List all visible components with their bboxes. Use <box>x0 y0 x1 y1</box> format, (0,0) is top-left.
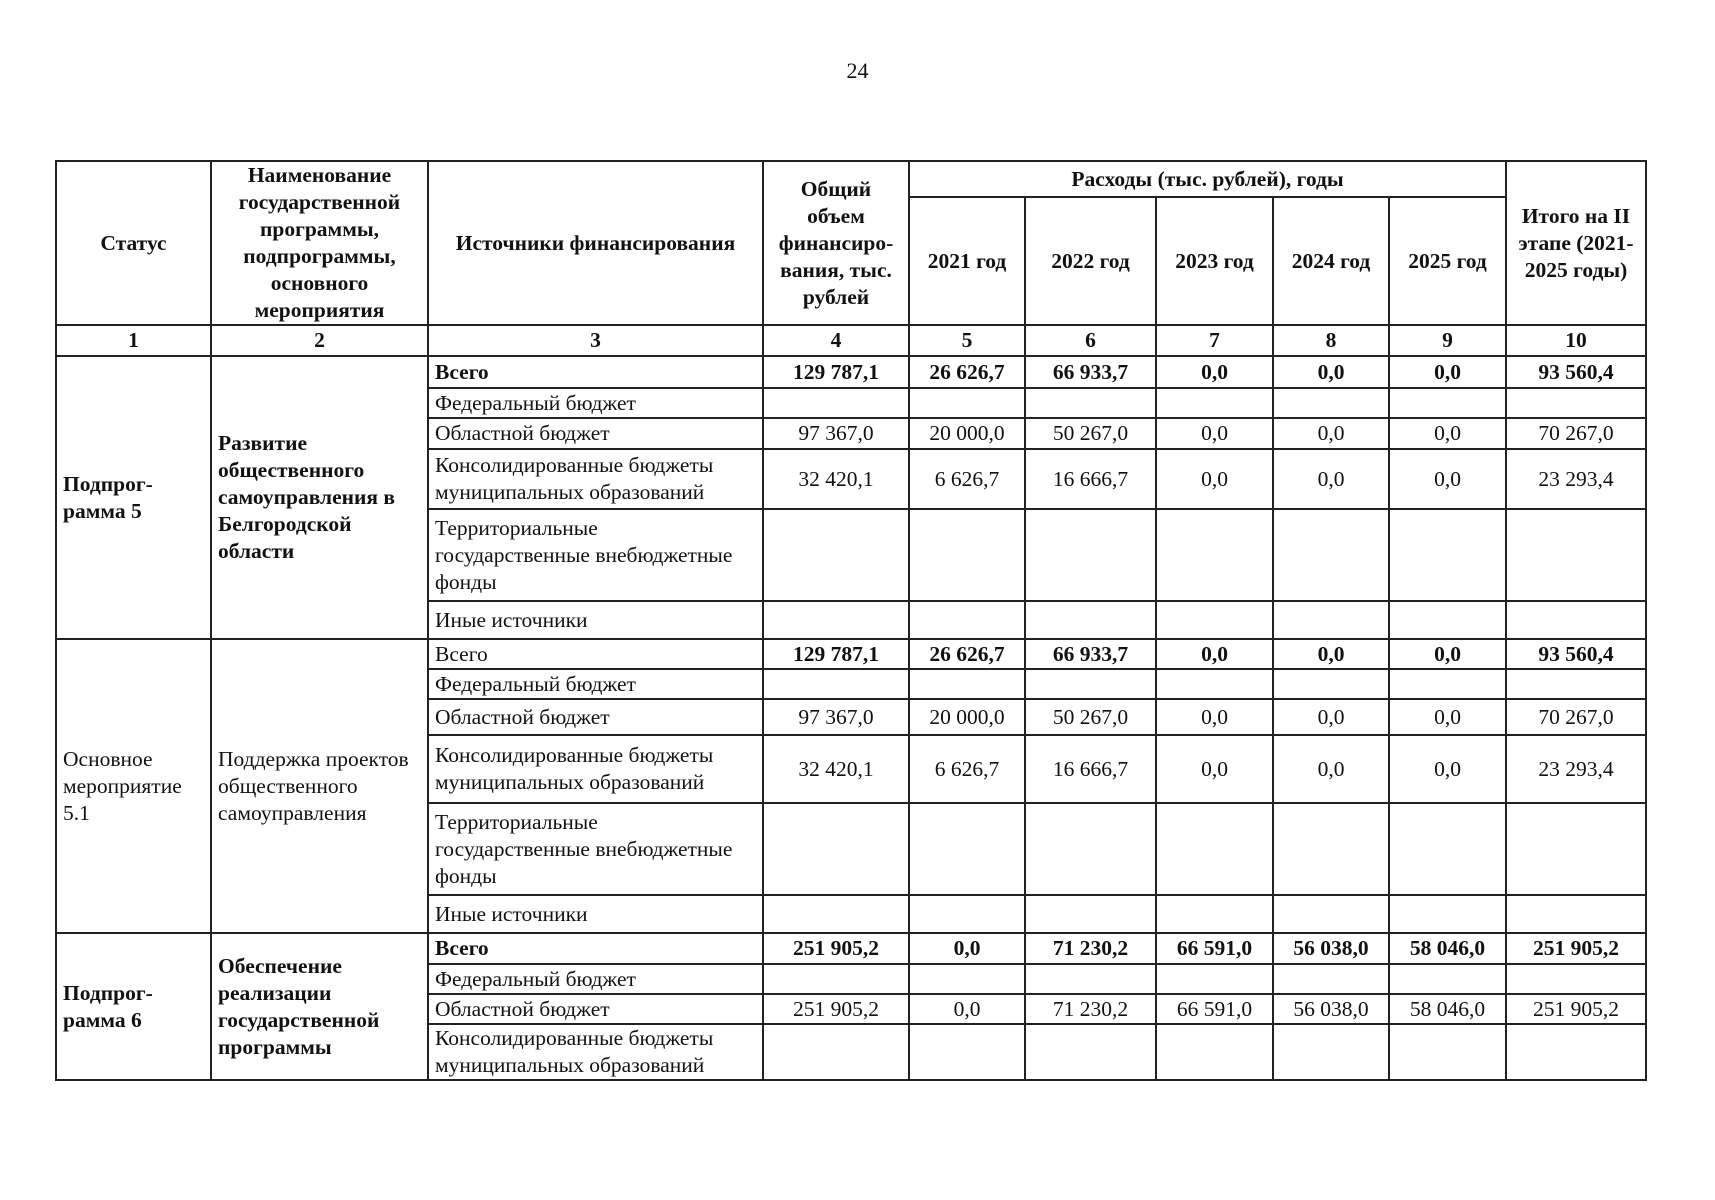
value-cell: 93 560,4 <box>1506 639 1646 669</box>
header-row-1 <box>56 161 1646 197</box>
value-cell <box>1389 964 1506 994</box>
header-total-volume: Общий объем финансиро-вания, тыс. рублей <box>763 161 909 325</box>
financing-source: Всего <box>428 356 763 388</box>
financing-source: Консолидированные бюджеты муниципальных образований <box>428 1024 763 1080</box>
header-stage-total: Итого на II этапе (2021-2025 годы) <box>1506 161 1646 325</box>
value-cell <box>1025 669 1156 699</box>
value-cell <box>1156 1024 1273 1080</box>
row-program-name: Обеспечение реализации государственной программы <box>211 933 428 1080</box>
value-cell: 0,0 <box>909 994 1025 1024</box>
financing-source: Консолидированные бюджеты муниципальных образований <box>428 449 763 509</box>
financing-table <box>55 160 1647 1081</box>
value-cell <box>1506 1024 1646 1080</box>
value-cell <box>1506 803 1646 895</box>
financing-source: Территориальные государственные внебюджетные фонды <box>428 803 763 895</box>
value-cell <box>909 895 1025 933</box>
value-cell <box>1273 509 1389 601</box>
value-cell <box>1273 1024 1389 1080</box>
column-number: 7 <box>1156 325 1273 356</box>
value-cell <box>1389 509 1506 601</box>
value-cell <box>1506 601 1646 639</box>
value-cell: 251 905,2 <box>763 994 909 1024</box>
header-expenses-group: Расходы (тыс. рублей), годы <box>909 161 1506 197</box>
value-cell: 66 591,0 <box>1156 994 1273 1024</box>
value-cell: 0,0 <box>1156 418 1273 449</box>
financing-source: Областной бюджет <box>428 994 763 1024</box>
value-cell: 251 905,2 <box>1506 933 1646 964</box>
financing-source: Всего <box>428 639 763 669</box>
value-cell <box>763 388 909 418</box>
financing-source: Территориальные государственные внебюджетные фонды <box>428 509 763 601</box>
value-cell: 56 038,0 <box>1273 994 1389 1024</box>
value-cell <box>1025 1024 1156 1080</box>
value-cell: 0,0 <box>1273 449 1389 509</box>
value-cell: 251 905,2 <box>763 933 909 964</box>
financing-source: Иные источники <box>428 895 763 933</box>
value-cell: 66 933,7 <box>1025 639 1156 669</box>
row-status: Основное мероприятие 5.1 <box>56 639 211 933</box>
row-status: Подпрог-рамма 5 <box>56 356 211 639</box>
value-cell: 23 293,4 <box>1506 735 1646 803</box>
value-cell: 56 038,0 <box>1273 933 1389 964</box>
value-cell: 0,0 <box>1273 639 1389 669</box>
value-cell: 0,0 <box>1156 639 1273 669</box>
value-cell <box>763 964 909 994</box>
header-year-2022: 2022 год <box>1025 197 1156 325</box>
value-cell <box>763 601 909 639</box>
value-cell: 32 420,1 <box>763 735 909 803</box>
financing-source: Областной бюджет <box>428 699 763 735</box>
value-cell: 66 591,0 <box>1156 933 1273 964</box>
header-year-2023: 2023 год <box>1156 197 1273 325</box>
row-program-name: Поддержка проектов общественного самоуправления <box>211 639 428 933</box>
value-cell <box>1025 601 1156 639</box>
value-cell: 58 046,0 <box>1389 933 1506 964</box>
value-cell <box>909 388 1025 418</box>
value-cell <box>763 509 909 601</box>
value-cell <box>1273 895 1389 933</box>
financing-source: Иные источники <box>428 601 763 639</box>
value-cell: 0,0 <box>1156 449 1273 509</box>
value-cell: 6 626,7 <box>909 449 1025 509</box>
value-cell <box>1506 388 1646 418</box>
value-cell <box>1273 601 1389 639</box>
value-cell: 20 000,0 <box>909 418 1025 449</box>
value-cell: 97 367,0 <box>763 418 909 449</box>
value-cell <box>763 669 909 699</box>
value-cell: 16 666,7 <box>1025 449 1156 509</box>
value-cell: 23 293,4 <box>1506 449 1646 509</box>
financing-source: Федеральный бюджет <box>428 388 763 418</box>
value-cell <box>1389 601 1506 639</box>
value-cell <box>763 803 909 895</box>
value-cell <box>1389 388 1506 418</box>
value-cell <box>909 601 1025 639</box>
value-cell: 58 046,0 <box>1389 994 1506 1024</box>
value-cell <box>1156 964 1273 994</box>
column-number: 5 <box>909 325 1025 356</box>
value-cell <box>1025 803 1156 895</box>
value-cell: 32 420,1 <box>763 449 909 509</box>
header-year-2025: 2025 год <box>1389 197 1506 325</box>
header-sources: Источники финансирования <box>428 161 763 325</box>
value-cell <box>909 509 1025 601</box>
column-number: 9 <box>1389 325 1506 356</box>
value-cell <box>909 803 1025 895</box>
value-cell: 71 230,2 <box>1025 994 1156 1024</box>
value-cell: 93 560,4 <box>1506 356 1646 388</box>
value-cell: 129 787,1 <box>763 356 909 388</box>
value-cell <box>1156 601 1273 639</box>
value-cell <box>1156 803 1273 895</box>
row-program-name: Развитие общественного самоуправления в Белгородской области <box>211 356 428 639</box>
value-cell: 0,0 <box>1156 356 1273 388</box>
value-cell: 26 626,7 <box>909 639 1025 669</box>
header-year-2024: 2024 год <box>1273 197 1389 325</box>
value-cell: 0,0 <box>1156 735 1273 803</box>
financing-source: Областной бюджет <box>428 418 763 449</box>
value-cell <box>1273 669 1389 699</box>
value-cell: 16 666,7 <box>1025 735 1156 803</box>
table-row <box>56 356 1646 388</box>
value-cell <box>1273 388 1389 418</box>
financing-source: Всего <box>428 933 763 964</box>
value-cell <box>1025 509 1156 601</box>
value-cell <box>909 1024 1025 1080</box>
value-cell: 70 267,0 <box>1506 418 1646 449</box>
value-cell <box>909 964 1025 994</box>
value-cell <box>1389 895 1506 933</box>
value-cell: 0,0 <box>1156 699 1273 735</box>
column-number-row <box>56 325 1646 356</box>
value-cell: 251 905,2 <box>1506 994 1646 1024</box>
value-cell <box>909 669 1025 699</box>
value-cell <box>1506 964 1646 994</box>
value-cell: 0,0 <box>1389 356 1506 388</box>
value-cell <box>1506 509 1646 601</box>
financing-source: Консолидированные бюджеты муниципальных образований <box>428 735 763 803</box>
financing-source: Федеральный бюджет <box>428 669 763 699</box>
value-cell: 0,0 <box>1389 699 1506 735</box>
value-cell <box>1273 964 1389 994</box>
column-number: 1 <box>56 325 211 356</box>
value-cell: 0,0 <box>1389 639 1506 669</box>
table-row <box>56 933 1646 964</box>
header-program-name: Наименование государственной программы, подпрограммы, основного мероприятия <box>211 161 428 325</box>
value-cell: 71 230,2 <box>1025 933 1156 964</box>
value-cell <box>1025 895 1156 933</box>
value-cell <box>1025 964 1156 994</box>
value-cell: 20 000,0 <box>909 699 1025 735</box>
column-number: 4 <box>763 325 909 356</box>
value-cell: 70 267,0 <box>1506 699 1646 735</box>
financing-source: Федеральный бюджет <box>428 964 763 994</box>
table-row <box>56 639 1646 669</box>
header-year-2021: 2021 год <box>909 197 1025 325</box>
value-cell <box>763 895 909 933</box>
value-cell: 0,0 <box>1389 449 1506 509</box>
value-cell <box>1025 388 1156 418</box>
value-cell: 0,0 <box>1273 735 1389 803</box>
value-cell: 0,0 <box>909 933 1025 964</box>
value-cell: 50 267,0 <box>1025 699 1156 735</box>
row-status: Подпрог-рамма 6 <box>56 933 211 1080</box>
value-cell: 26 626,7 <box>909 356 1025 388</box>
value-cell <box>1156 669 1273 699</box>
value-cell: 0,0 <box>1273 418 1389 449</box>
value-cell <box>1156 388 1273 418</box>
value-cell <box>1273 803 1389 895</box>
value-cell <box>763 1024 909 1080</box>
value-cell <box>1389 803 1506 895</box>
value-cell: 129 787,1 <box>763 639 909 669</box>
value-cell: 6 626,7 <box>909 735 1025 803</box>
value-cell <box>1506 669 1646 699</box>
value-cell: 66 933,7 <box>1025 356 1156 388</box>
column-number: 10 <box>1506 325 1646 356</box>
column-number: 2 <box>211 325 428 356</box>
value-cell: 0,0 <box>1389 418 1506 449</box>
value-cell: 0,0 <box>1273 356 1389 388</box>
value-cell: 50 267,0 <box>1025 418 1156 449</box>
page-number: 24 <box>846 58 869 83</box>
column-number: 6 <box>1025 325 1156 356</box>
value-cell: 0,0 <box>1389 735 1506 803</box>
value-cell <box>1156 895 1273 933</box>
value-cell <box>1156 509 1273 601</box>
value-cell: 97 367,0 <box>763 699 909 735</box>
header-status: Статус <box>56 161 211 325</box>
value-cell <box>1506 895 1646 933</box>
column-number: 8 <box>1273 325 1389 356</box>
value-cell: 0,0 <box>1273 699 1389 735</box>
value-cell <box>1389 1024 1506 1080</box>
value-cell <box>1389 669 1506 699</box>
column-number: 3 <box>428 325 763 356</box>
